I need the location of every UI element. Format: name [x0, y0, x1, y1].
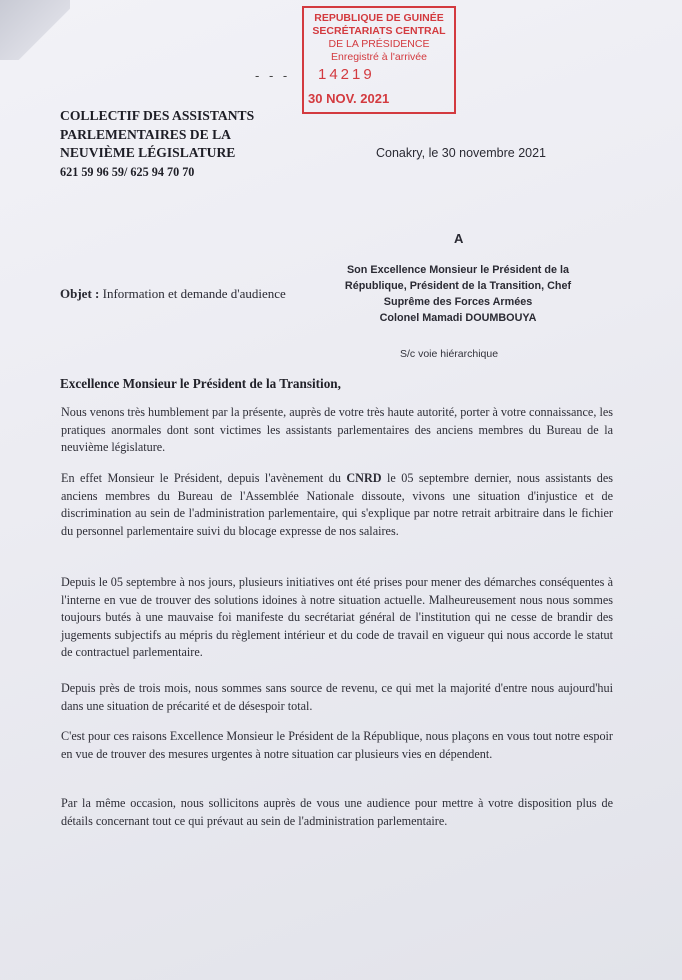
- recipient-block: [315, 262, 601, 326]
- subject-line: [60, 286, 286, 302]
- p2-intro: En effet Monsieur le Président, depuis l'avènement du: [61, 471, 341, 485]
- stamp-line-1: REPUBLIQUE DE GUINÉE: [314, 12, 444, 24]
- stamp-line-2: SECRÉTARIATS CENTRAL: [312, 25, 446, 37]
- p2-cnrd: CNRD: [346, 471, 382, 485]
- recipient-line-2: République, Président de la Transition, Chef: [344, 280, 572, 292]
- sender-block: [60, 107, 254, 181]
- body-paragraph-6: Par la même occasion, nous sollicitons auprès de vous une audience pour mettre à votre disposition plus de détails concernant tout ce qui prévaut au sein de l'administration parlementaire.: [61, 796, 613, 828]
- recipient-line-1: Son Excellence Monsieur le Président de la: [346, 264, 570, 276]
- sender-line-1: COLLECTIF DES ASSISTANTS: [60, 108, 255, 123]
- body-paragraph-2: [61, 470, 613, 540]
- sender-line-2: PARLEMENTAIRES DE LA: [60, 126, 231, 142]
- sender-phones: 621 59 96 59/ 625 94 70 70: [60, 164, 195, 179]
- body-paragraph-4: Depuis près de trois mois, nous sommes sans source de revenu, ce qui met la majorité d'entre nous aujourd'hui dans une situation de précarité et de désespoir total.: [61, 681, 613, 713]
- p2-rest: le 05 septembre dernier, nous assistants des anciens membres du Bureau de l'Assemblée Nationale dissoute, vivons une situation d'injustice et de discrimination au sein de l'administration parlementaire, qui s'explique par notre retrait arbitraire dans le fichier du personnel parlementaire suivi du blocage expresse de nos salaires.: [61, 471, 614, 538]
- page-fold-shadow: [0, 0, 70, 60]
- recipient-a: A: [454, 231, 464, 246]
- reception-stamp: [302, 6, 456, 114]
- stamp-line-4: Enregistré à l'arrivée: [331, 51, 427, 63]
- subject-label: Objet :: [60, 286, 100, 301]
- stamp-number: 14219: [318, 66, 375, 83]
- body-paragraph-5: C'est pour ces raisons Excellence Monsieur le Président de la République, nous plaçons en vous tout notre espoir en vue de trouver des mesures urgentes à notre situation car plusieurs vies en dépendent.: [61, 729, 613, 761]
- stamp-dashes: - - -: [255, 68, 291, 83]
- subject-text: Information et demande d'audience: [102, 286, 286, 301]
- recipient-via: S/c voie hiérarchique: [400, 348, 499, 360]
- recipient-line-4: Colonel Mamadi DOUMBOUYA: [379, 312, 537, 324]
- stamp-line-3: DE LA PRÉSIDENCE: [328, 38, 430, 50]
- stamp-date: 30 NOV. 2021: [308, 91, 390, 106]
- sender-line-3: NEUVIÈME LÉGISLATURE: [60, 145, 236, 160]
- salutation: Excellence Monsieur le Président de la Transition,: [60, 376, 341, 391]
- body-paragraph-3: Depuis le 05 septembre à nos jours, plusieurs initiatives ont été prises pour mener des démarches conséquentes à l'interne en vue de trouver des solutions idoines à notre situation actuelle. Malheureusement nous nous sommes toujours butés à une mauvaise foi manifeste du secrétariat général de l'institution qui ne cesse de brandir des jugements subjectifs au mépris du règlement intérieur et du code de travail en vigueur qui nous accorde le statut de contractuel parlementaire.: [61, 575, 613, 660]
- recipient-line-3: Suprême des Forces Armées: [383, 296, 533, 308]
- body-paragraph-1: Nous venons très humblement par la présente, auprès de votre très haute autorité, porter à votre connaissance, les pratiques anormales dont sont victimes les assistants parlementaires des anciens membres du Bureau de la neuvième législature.: [61, 405, 613, 455]
- place-date: Conakry, le 30 novembre 2021: [376, 146, 547, 160]
